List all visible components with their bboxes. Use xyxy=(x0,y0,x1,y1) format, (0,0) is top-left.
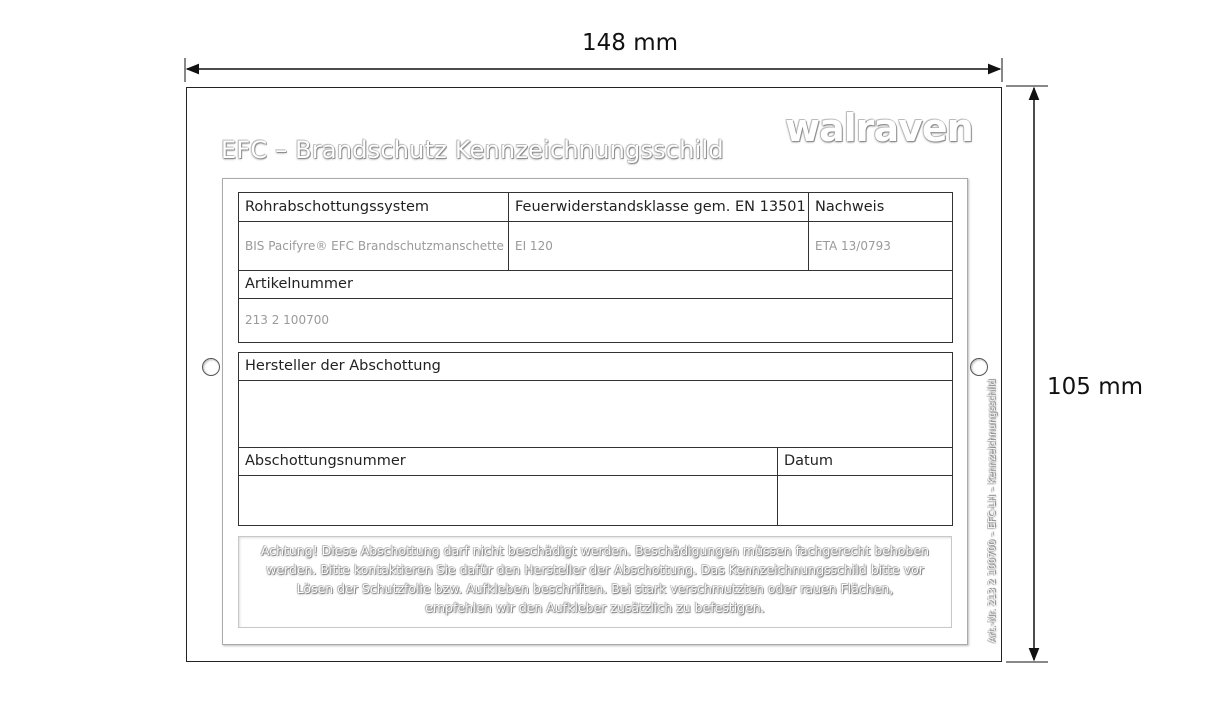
value-system: BIS Pacifyre® EFC Brandschutzmanschette xyxy=(245,239,504,253)
article-number-value: 213 2 100700 xyxy=(245,313,329,327)
value-proof: ETA 13/0793 xyxy=(815,239,891,253)
label-panel xyxy=(222,178,968,645)
header-fire-class: Feuerwiderstandsklasse gem. EN 13501 xyxy=(515,199,806,215)
closure-number-field xyxy=(239,476,777,525)
label-plate xyxy=(186,87,1002,662)
manufacturer-field xyxy=(239,381,952,447)
article-number-label: Artikelnummer xyxy=(245,276,353,292)
side-article-text: Art.-Nr. 213 2 100700 – EFC-LH – Kennzeichnungsschild xyxy=(987,379,998,643)
closure-number-label: Abschottungsnummer xyxy=(245,453,406,469)
mounting-hole-right xyxy=(970,358,988,376)
plate-title: EFC – Brandschutz Kennzeichnungsschild xyxy=(221,136,724,164)
warning-line: empfehlen wir den Aufkleber zusätzlich zu befestigen. xyxy=(425,600,765,615)
manufacturer-table xyxy=(238,352,953,526)
manufacturer-label: Hersteller der Abschottung xyxy=(245,358,441,374)
header-system: Rohrabschottungssystem xyxy=(245,199,430,215)
date-label: Datum xyxy=(784,453,834,469)
height-label: 105 mm xyxy=(1047,374,1144,400)
warning-line: werden. Bitte kontaktieren Sie dafür den Hersteller der Abschottung. Das Kennzeichnungsschild bitte vor xyxy=(266,562,924,577)
warning-box xyxy=(238,536,952,628)
mounting-hole-left xyxy=(202,358,220,376)
width-label: 148 mm xyxy=(582,30,679,56)
date-field xyxy=(778,476,952,525)
warning-line: Lösen der Schutzfolie bzw. Aufkleben beschriften. Bei stark verschmutzten oder rauen Flächen, xyxy=(296,581,894,596)
header-proof: Nachweis xyxy=(815,199,885,215)
warning-line: Achtung! Diese Abschottung darf nicht beschädigt werden. Beschädigungen müssen fachgerecht behoben xyxy=(260,543,930,558)
brand-logo: walraven xyxy=(785,106,973,150)
system-table xyxy=(238,192,953,343)
value-fire-class: EI 120 xyxy=(515,239,553,253)
